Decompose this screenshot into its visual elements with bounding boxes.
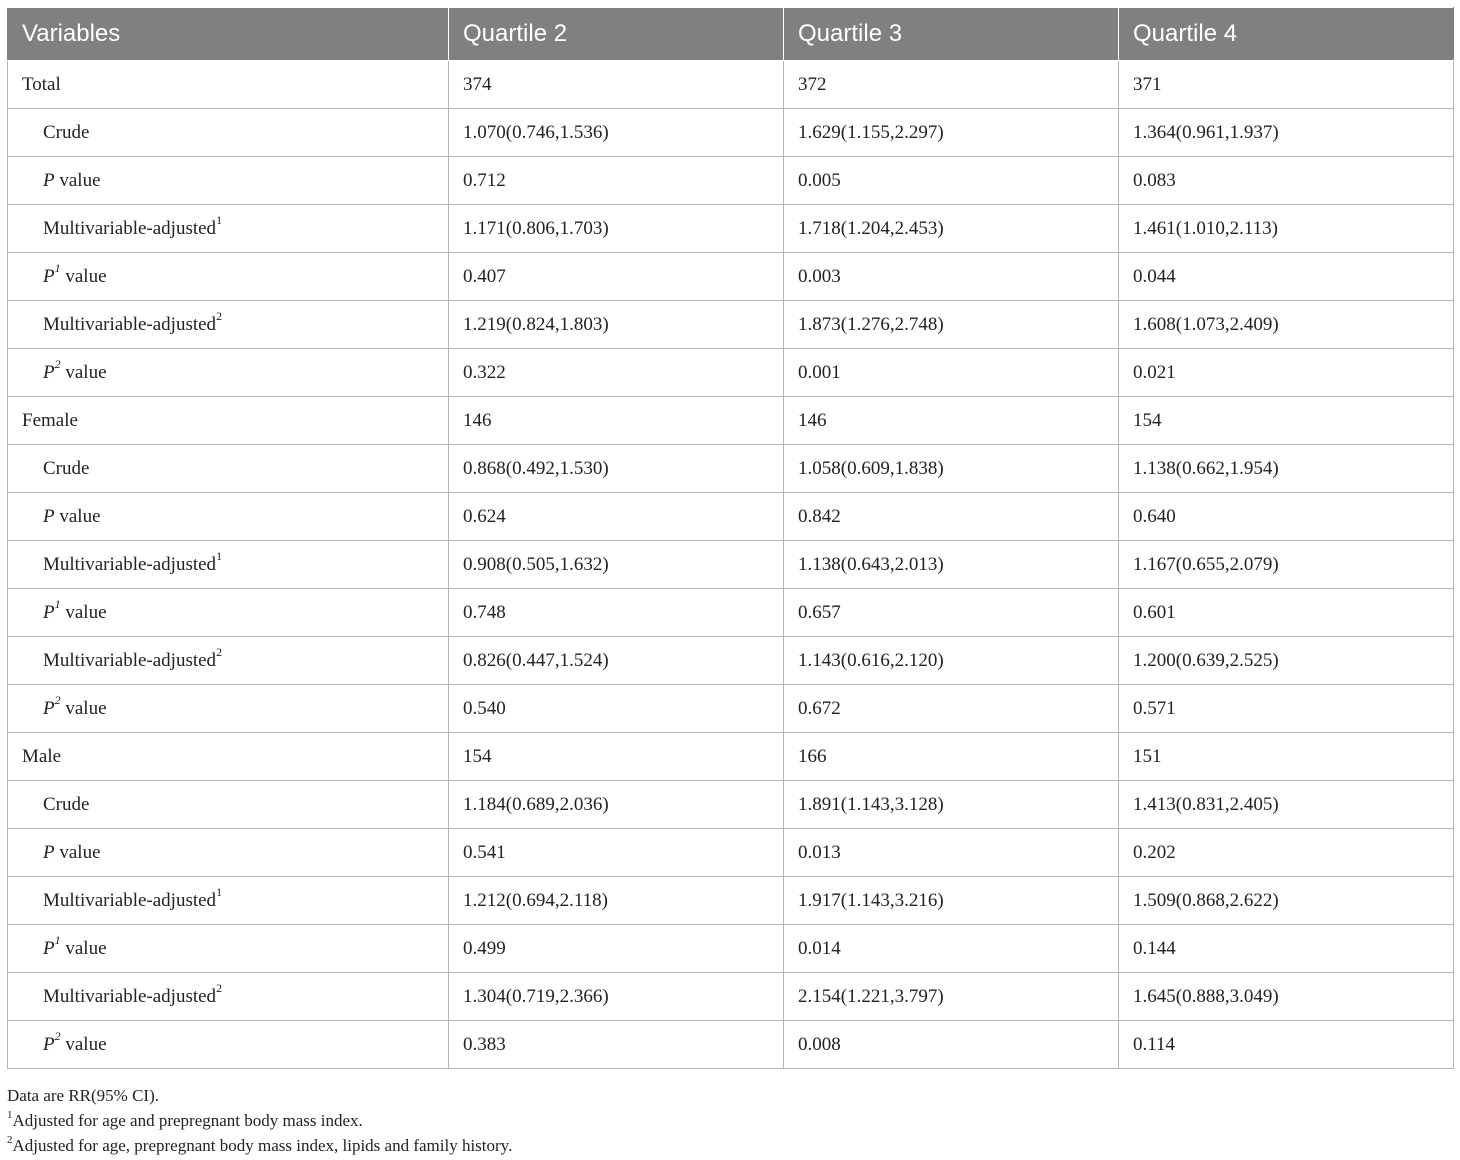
- row-label-text: Multivariable-adjusted: [43, 985, 217, 1007]
- table-row: [8, 829, 1454, 877]
- cell-q4: 0.083: [1119, 157, 1454, 205]
- cell-q3: 1.058(0.609,1.838): [784, 445, 1119, 493]
- cell-q4: 151: [1119, 733, 1454, 781]
- cell-q3: 372: [784, 61, 1119, 109]
- cell-q2: 0.540: [449, 685, 784, 733]
- table-row: [8, 637, 1454, 685]
- cell-q4: 0.601: [1119, 589, 1454, 637]
- cell-q4: 371: [1119, 61, 1454, 109]
- cell-q3: 0.003: [784, 253, 1119, 301]
- cell-q2: 0.322: [449, 349, 784, 397]
- cell-q4: 154: [1119, 397, 1454, 445]
- header-quartile-3: Quartile 3: [784, 8, 1119, 61]
- cell-q3: 0.842: [784, 493, 1119, 541]
- table-row: [8, 781, 1454, 829]
- row-label: Total: [8, 61, 449, 109]
- footnote-ref: 2: [216, 981, 223, 996]
- footnote-text: Adjusted for age and prepregnant body mass index.: [12, 1111, 363, 1130]
- cell-q2: 1.219(0.824,1.803): [449, 301, 784, 349]
- table-row: [8, 685, 1454, 733]
- table-row: [8, 253, 1454, 301]
- footnote-ref: 2: [54, 1029, 61, 1044]
- cell-q2: 0.541: [449, 829, 784, 877]
- footnote-text: Adjusted for age, prepregnant body mass index, lipids and family history.: [12, 1136, 513, 1155]
- p-symbol: P: [43, 697, 55, 719]
- row-label-rest: value: [54, 505, 101, 527]
- row-label: [8, 157, 449, 205]
- row-label-rest: value: [54, 841, 101, 863]
- table-row: [8, 109, 1454, 157]
- cell-q4: 0.144: [1119, 925, 1454, 973]
- footnote-ref: 1: [54, 933, 61, 948]
- cell-q4: 1.200(0.639,2.525): [1119, 637, 1454, 685]
- row-label: [8, 349, 449, 397]
- table-row: [8, 589, 1454, 637]
- footnote-marker: 1: [7, 1109, 13, 1122]
- footnote-marker: 2: [7, 1134, 13, 1147]
- row-label: Crude: [8, 109, 449, 157]
- cell-q2: 0.624: [449, 493, 784, 541]
- table-row: [8, 157, 1454, 205]
- row-label-rest: value: [54, 169, 101, 191]
- row-label-text: Multivariable-adjusted: [43, 889, 217, 911]
- cell-q3: 0.657: [784, 589, 1119, 637]
- row-label: Female: [8, 397, 449, 445]
- cell-q2: 0.748: [449, 589, 784, 637]
- footnote-ref: 1: [216, 549, 223, 564]
- cell-q4: 1.645(0.888,3.049): [1119, 973, 1454, 1021]
- cell-q3: 1.138(0.643,2.013): [784, 541, 1119, 589]
- cell-q2: 1.070(0.746,1.536): [449, 109, 784, 157]
- cell-q4: 0.202: [1119, 829, 1454, 877]
- results-table: [7, 7, 1454, 1069]
- row-label: Crude: [8, 445, 449, 493]
- cell-q3: 1.917(1.143,3.216): [784, 877, 1119, 925]
- row-label: Male: [8, 733, 449, 781]
- row-label: [8, 205, 449, 253]
- table-row: [8, 205, 1454, 253]
- row-label-rest: value: [60, 697, 107, 719]
- row-label-text: Multivariable-adjusted: [43, 649, 217, 671]
- cell-q2: 1.304(0.719,2.366): [449, 973, 784, 1021]
- footnote-ref: 1: [216, 213, 223, 228]
- p-symbol: P: [43, 1033, 55, 1055]
- cell-q3: 0.001: [784, 349, 1119, 397]
- row-label-rest: value: [60, 937, 107, 959]
- table-row: [8, 301, 1454, 349]
- p-symbol: P: [43, 937, 55, 959]
- cell-q2: 154: [449, 733, 784, 781]
- footnote-ref: 2: [54, 357, 61, 372]
- row-label-rest: value: [60, 1033, 107, 1055]
- row-label: [8, 493, 449, 541]
- footnote-2: [7, 1133, 1453, 1158]
- cell-q2: 146: [449, 397, 784, 445]
- footnote-ref: 1: [216, 885, 223, 900]
- footnote-1: [7, 1108, 1453, 1133]
- cell-q3: 1.891(1.143,3.128): [784, 781, 1119, 829]
- row-label: [8, 1021, 449, 1069]
- cell-q2: 0.712: [449, 157, 784, 205]
- row-label: [8, 253, 449, 301]
- cell-q2: 1.171(0.806,1.703): [449, 205, 784, 253]
- p-symbol: P: [43, 601, 55, 623]
- footnote-ref: 2: [54, 693, 61, 708]
- cell-q3: 0.672: [784, 685, 1119, 733]
- cell-q2: 0.407: [449, 253, 784, 301]
- table-row: [8, 493, 1454, 541]
- row-label-rest: value: [60, 361, 107, 383]
- cell-q3: 1.629(1.155,2.297): [784, 109, 1119, 157]
- cell-q4: 1.167(0.655,2.079): [1119, 541, 1454, 589]
- p-symbol: P: [43, 169, 55, 191]
- header-variables: Variables: [8, 8, 449, 61]
- table-header-row: [8, 8, 1454, 61]
- cell-q4: 1.413(0.831,2.405): [1119, 781, 1454, 829]
- row-label-text: Multivariable-adjusted: [43, 217, 217, 239]
- row-label: [8, 637, 449, 685]
- row-label: [8, 877, 449, 925]
- row-label: [8, 301, 449, 349]
- cell-q2: 0.908(0.505,1.632): [449, 541, 784, 589]
- p-symbol: P: [43, 841, 55, 863]
- cell-q3: 146: [784, 397, 1119, 445]
- row-label: [8, 685, 449, 733]
- cell-q4: 1.138(0.662,1.954): [1119, 445, 1454, 493]
- row-label: [8, 925, 449, 973]
- cell-q4: 1.364(0.961,1.937): [1119, 109, 1454, 157]
- cell-q3: 166: [784, 733, 1119, 781]
- cell-q4: 1.608(1.073,2.409): [1119, 301, 1454, 349]
- p-symbol: P: [43, 505, 55, 527]
- cell-q4: 0.640: [1119, 493, 1454, 541]
- row-label: Crude: [8, 781, 449, 829]
- cell-q2: 0.499: [449, 925, 784, 973]
- cell-q2: 0.868(0.492,1.530): [449, 445, 784, 493]
- cell-q2: 1.184(0.689,2.036): [449, 781, 784, 829]
- row-label-rest: value: [60, 601, 107, 623]
- table-row: [8, 397, 1454, 445]
- footnote-ref: 2: [216, 645, 223, 660]
- p-symbol: P: [43, 265, 55, 287]
- cell-q3: 0.013: [784, 829, 1119, 877]
- table-row: [8, 61, 1454, 109]
- table-row: [8, 445, 1454, 493]
- table-row: [8, 925, 1454, 973]
- table-row: [8, 1021, 1454, 1069]
- row-label: [8, 541, 449, 589]
- cell-q4: 0.114: [1119, 1021, 1454, 1069]
- cell-q4: 1.461(1.010,2.113): [1119, 205, 1454, 253]
- p-symbol: P: [43, 361, 55, 383]
- table-row: [8, 973, 1454, 1021]
- table-row: [8, 541, 1454, 589]
- cell-q3: 0.008: [784, 1021, 1119, 1069]
- cell-q3: 1.143(0.616,2.120): [784, 637, 1119, 685]
- cell-q2: 1.212(0.694,2.118): [449, 877, 784, 925]
- results-table-container: [7, 7, 1453, 1069]
- cell-q4: 0.571: [1119, 685, 1454, 733]
- cell-q3: 0.005: [784, 157, 1119, 205]
- row-label: [8, 973, 449, 1021]
- cell-q2: 0.826(0.447,1.524): [449, 637, 784, 685]
- table-row: [8, 733, 1454, 781]
- row-label-rest: value: [60, 265, 107, 287]
- footnote-ref: 2: [216, 309, 223, 324]
- table-row: [8, 877, 1454, 925]
- cell-q4: 0.021: [1119, 349, 1454, 397]
- cell-q4: 1.509(0.868,2.622): [1119, 877, 1454, 925]
- table-row: [8, 349, 1454, 397]
- footnote-ref: 1: [54, 261, 61, 276]
- row-label: [8, 829, 449, 877]
- header-quartile-4: Quartile 4: [1119, 8, 1454, 61]
- cell-q3: 2.154(1.221,3.797): [784, 973, 1119, 1021]
- cell-q3: 1.718(1.204,2.453): [784, 205, 1119, 253]
- row-label-text: Multivariable-adjusted: [43, 313, 217, 335]
- cell-q3: 0.014: [784, 925, 1119, 973]
- header-quartile-2: Quartile 2: [449, 8, 784, 61]
- footnote-ref: 1: [54, 597, 61, 612]
- row-label-text: Multivariable-adjusted: [43, 553, 217, 575]
- footnote-data-note: Data are RR(95% CI).: [7, 1086, 160, 1105]
- row-label: [8, 589, 449, 637]
- cell-q2: 0.383: [449, 1021, 784, 1069]
- table-footnotes: [7, 1083, 1453, 1158]
- cell-q3: 1.873(1.276,2.748): [784, 301, 1119, 349]
- cell-q2: 374: [449, 61, 784, 109]
- cell-q4: 0.044: [1119, 253, 1454, 301]
